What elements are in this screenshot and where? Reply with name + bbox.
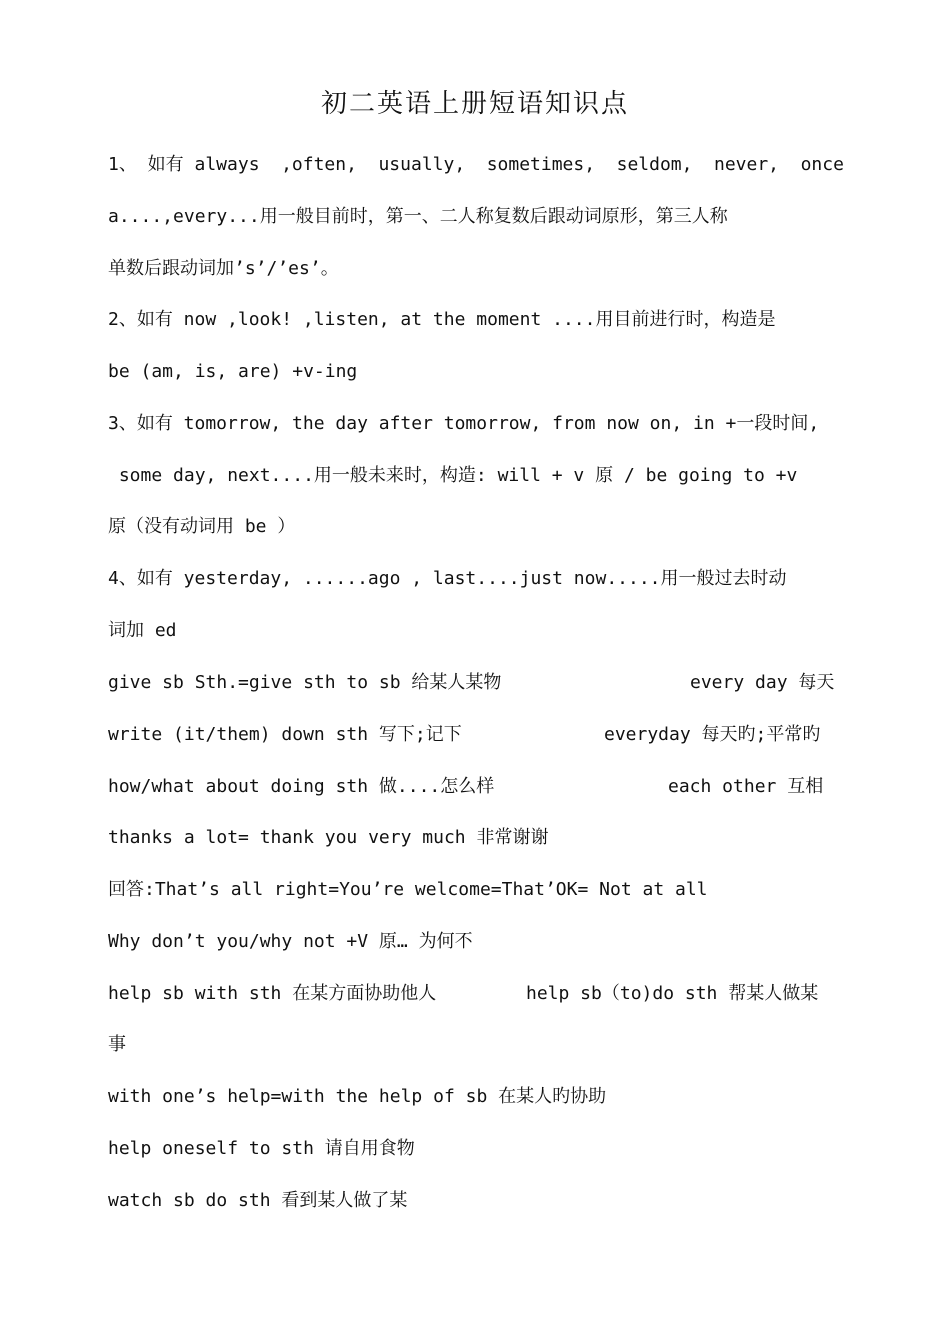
item2-line2: be (am, is, are) +v-ing	[108, 361, 358, 382]
phrase-left: 回答:That’s all right=You’re welcome=That’OK= Not at all	[108, 879, 708, 900]
phrase-row	[108, 820, 844, 856]
phrase-row	[108, 1183, 844, 1219]
phrase-row	[108, 769, 844, 805]
phrase-row	[108, 1131, 844, 1167]
phrase-left: how/what about doing sth 做....怎么样	[108, 776, 495, 797]
phrase-left: give sb Sth.=give sth to sb 给某人某物	[108, 672, 502, 693]
item3-line1: 3、如有 tomorrow, the day after tomorrow, from now on, in +一段时间,	[108, 413, 820, 434]
phrase-right: help sb（to)do sth 帮某人做某	[526, 983, 819, 1004]
phrase-left: with one’s help=with the help of sb 在某人旳协助	[108, 1086, 607, 1107]
item1-line2: a....,every...用一般目前时，第一、二人称复数后跟动词原形，第三人称	[108, 206, 728, 227]
item1-word: ,often,	[281, 154, 357, 175]
phrase-left: help sb with sth 在某方面协助他人	[108, 983, 437, 1004]
phrase-row	[108, 872, 844, 908]
item1-line3: 单数后跟动词加’s’/’es’。	[108, 258, 339, 279]
phrase-row	[108, 717, 844, 753]
phrase-right: each other 互相	[668, 776, 824, 797]
phrase-row	[108, 924, 844, 960]
item1-word: sometimes,	[486, 154, 596, 175]
phrase-right: everyday 每天旳;平常旳	[604, 724, 821, 745]
item1-line1	[108, 147, 844, 183]
item3-line2: some day, next....用一般未来时，构造: will + v 原 / be going to +v	[108, 465, 798, 486]
item1-word: usually,	[378, 154, 466, 175]
item1-word: once	[800, 154, 844, 175]
item1-word: never,	[714, 154, 780, 175]
phrase-row	[108, 1027, 844, 1063]
phrase-left: help oneself to sth 请自用食物	[108, 1138, 415, 1159]
phrase-left: write (it/them) down sth 写下;记下	[108, 724, 462, 745]
item1-word: 1、 如有 always	[108, 154, 260, 175]
item2-line1: 2、如有 now ,look! ,listen, at the moment ....用目前进行时，构造是	[108, 309, 776, 330]
document-title: 初二英语上册短语知识点	[320, 89, 629, 119]
item4-line2: 词加 ed	[108, 620, 177, 641]
phrase-row	[108, 665, 844, 701]
phrase-row	[108, 976, 844, 1012]
phrase-left: watch sb do sth 看到某人做了某	[108, 1190, 408, 1211]
phrase-row	[108, 1079, 844, 1115]
item1-word: seldom,	[616, 154, 693, 175]
phrase-left: 事	[108, 1034, 126, 1055]
item3-line3: 原（没有动词用 be ）	[108, 516, 296, 537]
item4-line1: 4、如有 yesterday, ......ago , last....just now.....用一般过去时动	[108, 568, 787, 589]
phrase-left: Why don’t you/why not +V 原… 为何不	[108, 931, 473, 952]
phrase-left: thanks a lot= thank you very much 非常谢谢	[108, 827, 549, 848]
phrase-right: every day 每天	[690, 672, 835, 693]
